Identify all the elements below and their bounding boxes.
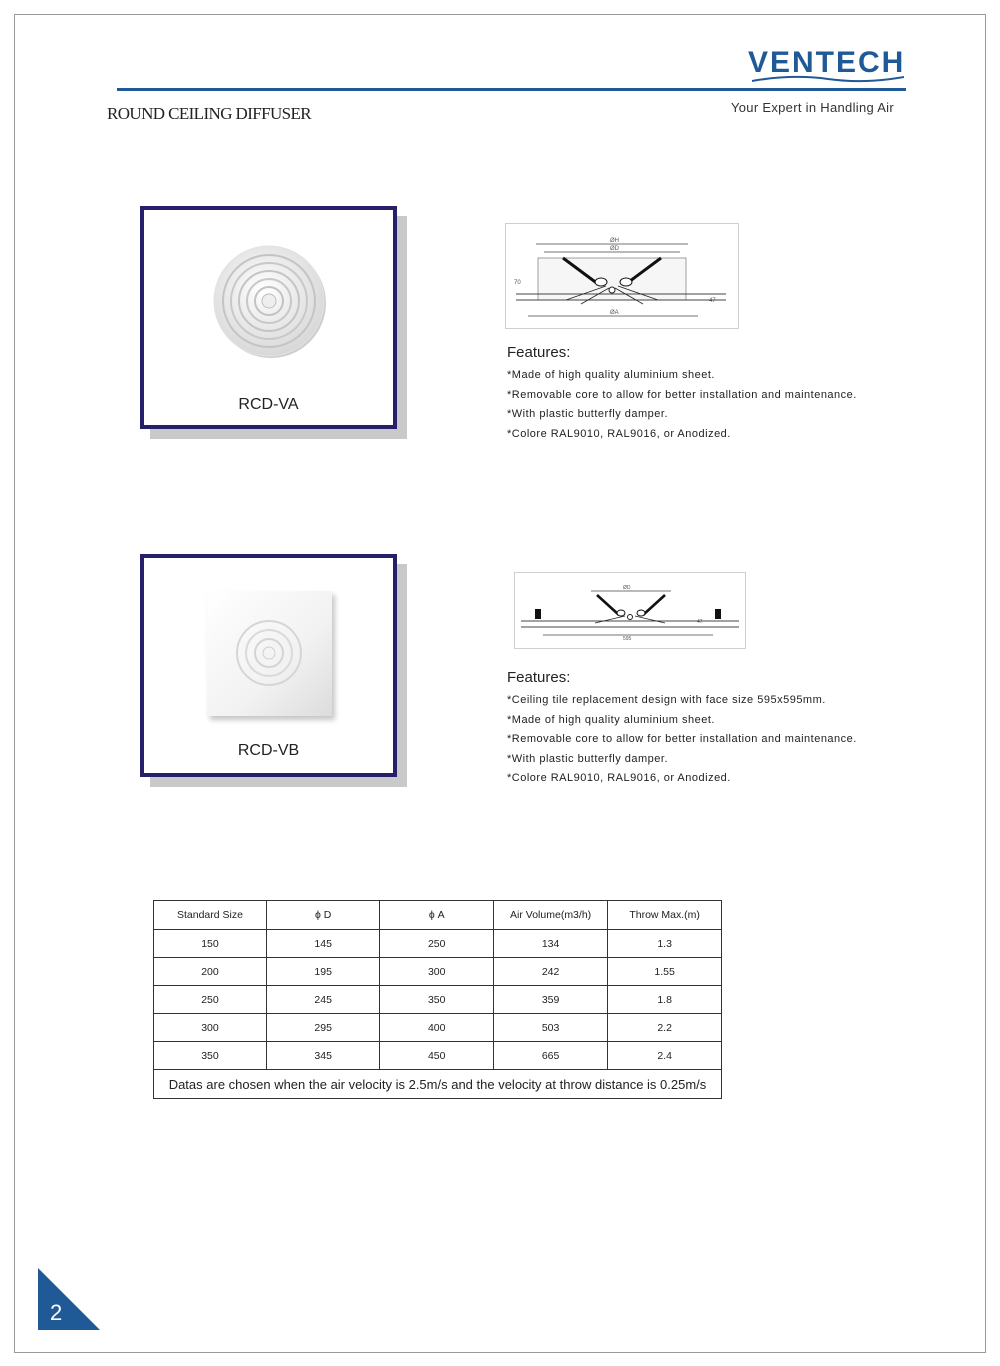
feature-line: *Made of high quality aluminium sheet.	[507, 369, 715, 381]
dimension-label-a: ØA	[610, 310, 619, 316]
table-cell: 300	[380, 958, 494, 986]
dimension-label-d: ØD	[623, 585, 631, 591]
table-cell: 1.8	[608, 986, 722, 1014]
features-block-rcd-vb	[507, 669, 857, 789]
table-cell: 195	[266, 958, 380, 986]
table-cell: 350	[380, 986, 494, 1014]
dimension-label-d: ØD	[610, 246, 619, 252]
product-card-rcd-vb	[140, 554, 397, 777]
features-heading: Features:	[507, 344, 571, 361]
table-row	[154, 986, 722, 1014]
table-cell: 665	[493, 1042, 607, 1070]
features-block-rcd-va	[507, 344, 857, 444]
table-cell: 245	[266, 986, 380, 1014]
brand-tagline: Your Expert in Handling Air	[731, 100, 894, 115]
features-heading: Features:	[507, 669, 571, 686]
table-row	[154, 930, 722, 958]
header-rule	[117, 88, 906, 91]
table-header-cell: Standard Size	[154, 901, 267, 930]
square-diffuser-rings	[207, 591, 332, 716]
feature-line: *Removable core to allow for better installation and maintenance.	[507, 388, 857, 401]
dimension-label-side: 47	[709, 298, 716, 304]
table-cell: 150	[154, 930, 267, 958]
table-cell: 295	[266, 1014, 380, 1042]
feature-line: *With plastic butterfly damper.	[507, 408, 669, 421]
table-cell: 134	[493, 930, 607, 958]
table-cell: 359	[493, 986, 607, 1014]
table-note-row	[154, 1070, 722, 1099]
page-number: 2	[50, 1300, 63, 1325]
product-card-rcd-va	[140, 206, 397, 429]
dimension-label-h: ØH	[610, 238, 619, 244]
product-model-label: RCD-VA	[238, 396, 299, 413]
table-cell: 200	[154, 958, 267, 986]
table-header-cell: Throw Max.(m)	[608, 901, 722, 930]
table-cell: 300	[154, 1014, 267, 1042]
technical-drawing-rcd-va	[505, 223, 739, 329]
table-cell: 345	[266, 1042, 380, 1070]
table-header-cell: ϕ A	[380, 901, 494, 930]
feature-line: *Colore RAL9010, RAL9016, or Anodized.	[507, 772, 731, 785]
table-cell: 1.55	[608, 958, 722, 986]
feature-line: *Made of high quality aluminium sheet.	[507, 713, 715, 726]
table-row	[154, 958, 722, 986]
feature-line: *Ceiling tile replacement design with face size 595x595mm.	[507, 694, 826, 706]
round-diffuser-image	[211, 243, 327, 359]
table-cell: 250	[380, 930, 494, 958]
table-cell: 450	[380, 1042, 494, 1070]
table-note: Datas are chosen when the air velocity is 2.5m/s and the velocity at throw distance is 0.25m/s	[154, 1070, 722, 1099]
product-model-label: RCD-VB	[237, 742, 300, 759]
feature-line: *With plastic butterfly damper.	[507, 752, 669, 765]
dimension-label-side: 47	[697, 619, 703, 625]
table-row	[154, 1014, 722, 1042]
feature-line: *Removable core to allow for better installation and maintenance.	[507, 733, 857, 746]
table-cell: 400	[380, 1014, 494, 1042]
table-cell: 2.2	[608, 1014, 722, 1042]
table-cell: 2.4	[608, 1042, 722, 1070]
feature-line: *Colore RAL9010, RAL9016, or Anodized.	[507, 427, 731, 440]
technical-drawing-rcd-vb	[514, 572, 746, 649]
table-cell: 1.3	[608, 930, 722, 958]
logo-swoosh-icon	[752, 74, 904, 84]
table-cell: 145	[266, 930, 380, 958]
table-row	[154, 1042, 722, 1070]
table-cell: 350	[154, 1042, 267, 1070]
table-cell: 503	[493, 1014, 607, 1042]
square-diffuser-image	[207, 591, 332, 716]
table-header-cell: ϕ D	[266, 901, 380, 930]
table-header-row	[154, 901, 722, 930]
dimension-label-width: 595	[623, 636, 632, 642]
table-cell: 242	[493, 958, 607, 986]
brand-logo: VENTECH	[748, 46, 906, 79]
page-corner-tab-icon	[38, 1268, 100, 1330]
spec-table	[153, 900, 722, 1099]
table-header-cell: Air Volume(m3/h)	[493, 901, 607, 930]
table-cell: 250	[154, 986, 267, 1014]
page-title: ROUND CEILING DIFFUSER	[107, 104, 312, 123]
dimension-label-height: 70	[514, 280, 521, 286]
